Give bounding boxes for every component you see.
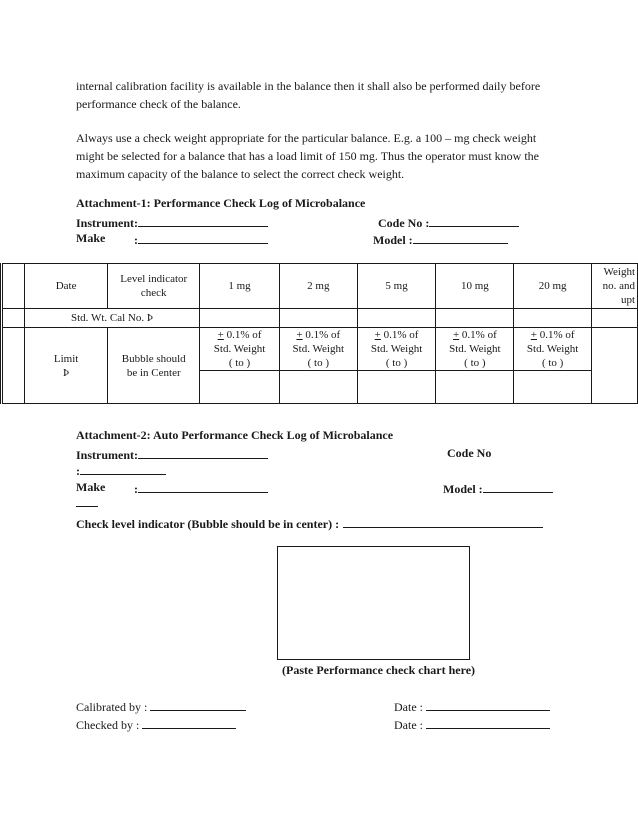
tolerance-5mg: + 0.1% of Std. Weight ( to ) — [357, 328, 436, 371]
a2-make-label: Make — [76, 480, 106, 494]
para2-line-3: maximum capacity of the balance to select the correct check weight. — [76, 167, 405, 181]
instrument-label: Instrument: — [76, 216, 138, 230]
calibrated-label: Calibrated by : — [76, 700, 148, 714]
std-cell-1mg[interactable] — [200, 309, 280, 328]
attachment1-code-row — [378, 214, 519, 231]
table-header-row — [2, 264, 638, 309]
performance-check-table — [0, 263, 638, 404]
attachment1-make-field-row — [134, 231, 268, 248]
table-cell-margin — [2, 264, 25, 309]
make-field[interactable] — [138, 231, 268, 244]
short-rule — [76, 506, 98, 507]
header-5mg: 5 mg — [357, 264, 436, 309]
model-field[interactable] — [413, 231, 508, 244]
header-date: Date — [24, 264, 108, 309]
a2-code-field-row — [76, 462, 166, 479]
make-colon: : — [134, 233, 138, 247]
code-field[interactable] — [429, 214, 519, 227]
std-cell-5mg[interactable] — [357, 309, 436, 328]
a2-model-field[interactable] — [483, 480, 553, 493]
make-label: Make — [76, 231, 106, 245]
a2-code-colon: : — [76, 464, 80, 478]
check-level-field[interactable] — [343, 515, 543, 528]
check-weight-paragraph — [76, 129, 576, 183]
std-cell-20mg[interactable] — [514, 309, 592, 328]
attachment1-make-row — [76, 231, 105, 246]
calibrated-row — [76, 698, 246, 715]
intro-paragraph — [76, 77, 576, 113]
limit-row — [2, 328, 638, 371]
a2-instrument-field[interactable] — [138, 446, 268, 459]
para2-line-2: might be selected for a balance that has a load limit of 150 mg. Thus the operator must know the — [76, 149, 539, 163]
table-cell-margin — [2, 309, 25, 328]
tolerance-weight[interactable] — [592, 328, 638, 404]
attachment2-title: Attachment-2: Auto Performance Check Log of Microbalance — [76, 428, 394, 442]
tolerance-2mg: + 0.1% of Std. Weight ( to ) — [279, 328, 357, 371]
intro-line-1: internal calibration facility is available in the balance then it shall also be performed daily before — [76, 79, 541, 93]
std-weight-row — [2, 309, 638, 328]
date-label-2: Date : — [394, 718, 423, 732]
attachment2-instrument-row — [76, 446, 268, 463]
attachment1-title: Attachment-1: Performance Check Log of Microbalance — [76, 196, 366, 210]
date-label-1: Date : — [394, 700, 423, 714]
check-level-label: Check level indicator (Bubble should be in center) : — [76, 517, 340, 531]
date-field-2[interactable] — [426, 716, 550, 729]
tolerance-1mg: + 0.1% of Std. Weight ( to ) — [200, 328, 280, 371]
date-field-1[interactable] — [426, 698, 550, 711]
attachment1-instrument-row — [76, 214, 268, 231]
bubble-label: Bubble should be in Center — [108, 328, 200, 404]
header-1mg: 1 mg — [200, 264, 280, 309]
entry-cell-20mg[interactable] — [514, 371, 592, 404]
a2-make-row — [134, 480, 268, 497]
para2-line-1: Always use a check weight appropriate for the particular balance. E.g. a 100 – mg check weight — [76, 131, 537, 145]
paste-chart-box[interactable] — [277, 546, 470, 660]
checked-field[interactable] — [142, 716, 236, 729]
limit-label: Limit Þ — [24, 328, 108, 404]
header-20mg: 20 mg — [514, 264, 592, 309]
std-cell-2mg[interactable] — [279, 309, 357, 328]
a2-model-row — [443, 480, 553, 497]
intro-line-2: performance check of the balance. — [76, 97, 241, 111]
checked-label: Checked by : — [76, 718, 140, 732]
entry-cell-2mg[interactable] — [279, 371, 357, 404]
header-weight: Weight no. and upt — [592, 264, 638, 309]
calibrated-field[interactable] — [150, 698, 246, 711]
a2-make-colon: : — [134, 482, 138, 496]
a2-code-label: Code No — [447, 446, 492, 460]
header-level-indicator: Level indicator check — [108, 264, 200, 309]
a2-code-field[interactable] — [80, 462, 166, 475]
table-cell-margin — [2, 328, 25, 404]
std-cell-10mg[interactable] — [436, 309, 514, 328]
attachment1-model-row — [373, 231, 508, 248]
model-label: Model : — [373, 233, 413, 247]
paste-chart-label: (Paste Performance check chart here) — [282, 663, 476, 677]
tolerance-10mg: + 0.1% of Std. Weight ( to ) — [436, 328, 514, 371]
entry-cell-10mg[interactable] — [436, 371, 514, 404]
header-10mg: 10 mg — [436, 264, 514, 309]
instrument-field[interactable] — [138, 214, 268, 227]
a2-model-label: Model : — [443, 482, 483, 496]
entry-cell-1mg[interactable] — [200, 371, 280, 404]
a2-make-field[interactable] — [138, 480, 268, 493]
checked-row — [76, 716, 236, 733]
date-row-1 — [394, 698, 550, 715]
a2-instrument-label: Instrument: — [76, 448, 138, 462]
std-cell-weight[interactable] — [592, 309, 638, 328]
entry-cell-5mg[interactable] — [357, 371, 436, 404]
code-label: Code No : — [378, 216, 430, 230]
a2-check-row — [76, 515, 543, 532]
tolerance-20mg: + 0.1% of Std. Weight ( to ) — [514, 328, 592, 371]
date-row-2 — [394, 716, 550, 733]
header-2mg: 2 mg — [279, 264, 357, 309]
std-weight-label: Std. Wt. Cal No. Þ — [24, 309, 199, 328]
